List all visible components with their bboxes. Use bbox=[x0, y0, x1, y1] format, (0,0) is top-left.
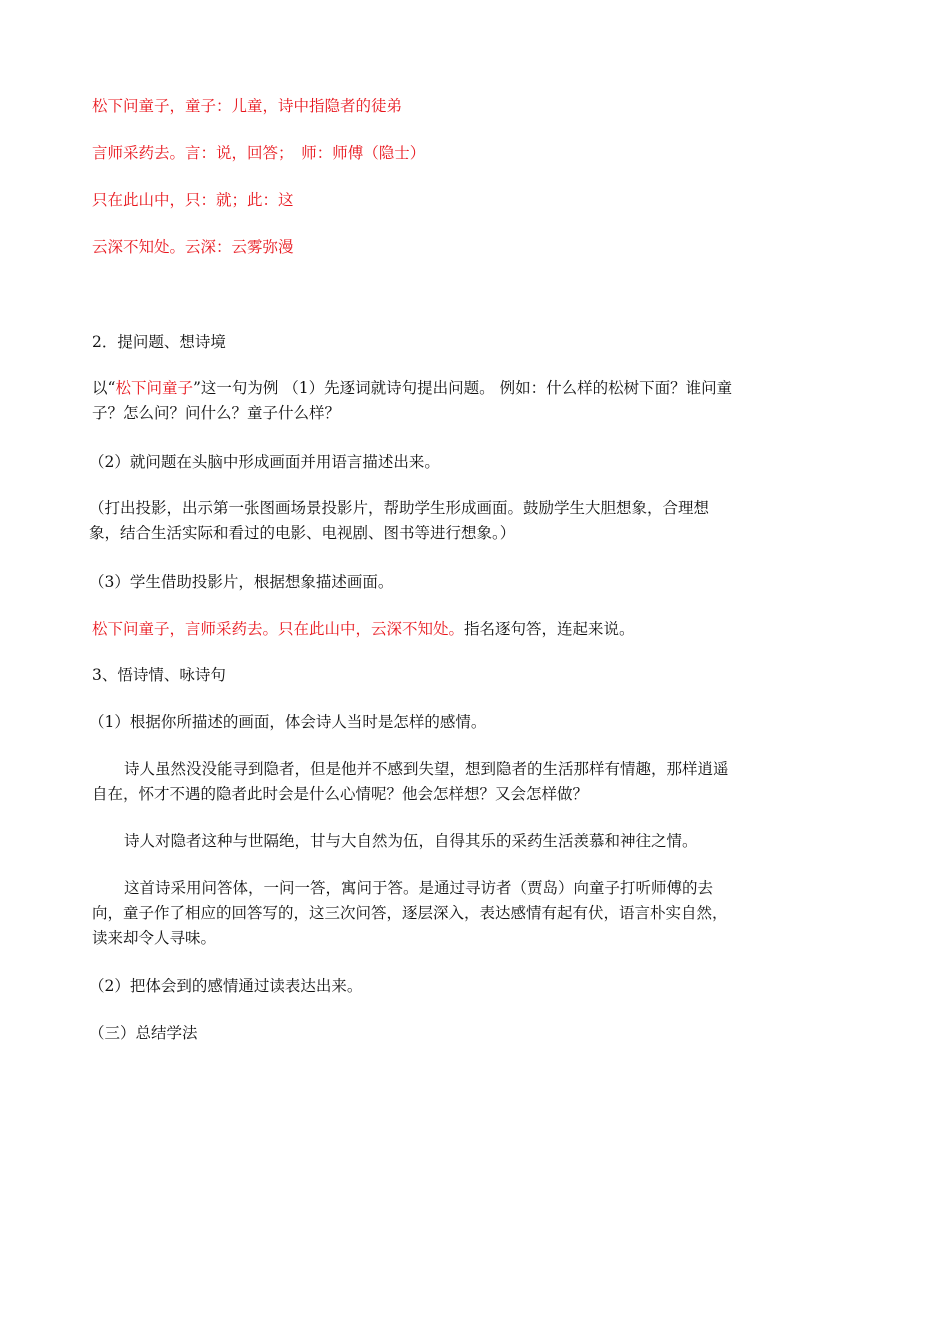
example-quote: 松下问童子 bbox=[115, 379, 193, 397]
annotation-line-1: 松下问童子，童子：儿童，诗中指隐者的徒弟 bbox=[92, 97, 403, 115]
annotation-line-3: 只在此山中，只：就；此：这 bbox=[92, 191, 294, 209]
section-3-step-1: （1）根据你所描述的画面，体会诗人当时是怎样的感情。 bbox=[89, 713, 487, 731]
section-2-heading: 2．提问题、想诗境 bbox=[92, 333, 226, 351]
annotation-line-2: 言师采药去。言：说，回答； 师：师傅（隐士） bbox=[92, 144, 426, 162]
annotation-line-4: 云深不知处。云深：云雾弥漫 bbox=[92, 238, 294, 256]
example-suffix: ”这一句为例 （1）先逐词就诗句提出问题。 例如：什么样的松树下面？谁问童子？怎么问？问什么？童子什么样？ bbox=[92, 379, 733, 422]
example-prefix: 以“ bbox=[92, 379, 116, 397]
feeling-paragraph-1: 诗人虽然没没能寻到隐者，但是他并不感到失望，想到隐者的生活那样有情趣，那样逍遥自在，怀才不遇的隐者此时会是什么心情呢？他会怎样想？又会怎样做？ bbox=[92, 760, 729, 803]
poem-instruction: 指名逐句答，连起来说。 bbox=[464, 620, 635, 638]
summary-heading: （三）总结学法 bbox=[89, 1024, 198, 1042]
feeling-paragraph-2: 诗人对隐者这种与世隔绝，甘与大自然为伍，自得其乐的采药生活羡慕和神往之情。 bbox=[124, 832, 698, 850]
poem-line bbox=[92, 617, 635, 641]
feeling-paragraph-3: 这首诗采用问答体，一问一答，寓问于答。是通过寻访者（贾岛）向童子打听师傅的去向，童子作了相应的回答写的，这三次问答，逐层深入，表达感情有起有伏，语言朴实自然，读来却令人寻味。 bbox=[92, 879, 728, 947]
section-2-step-2: （2）就问题在头脑中形成画面并用语言描述出来。 bbox=[89, 453, 440, 471]
example-paragraph bbox=[92, 376, 740, 426]
section-3-heading: 3、悟诗情、咏诗句 bbox=[92, 666, 226, 684]
projection-note: （打出投影，出示第一张图画场景投影片，帮助学生形成画面。鼓励学生大胆想象，合理想象，结合生活实际和看过的电影、电视剧、图书等进行想象。） bbox=[89, 499, 710, 542]
poem-text: 松下问童子，言师采药去。只在此山中，云深不知处。 bbox=[92, 620, 465, 638]
section-2-step-3: （3）学生借助投影片，根据想象描述画面。 bbox=[89, 573, 394, 591]
section-3-step-2: （2）把体会到的感情通过读表达出来。 bbox=[89, 977, 363, 995]
